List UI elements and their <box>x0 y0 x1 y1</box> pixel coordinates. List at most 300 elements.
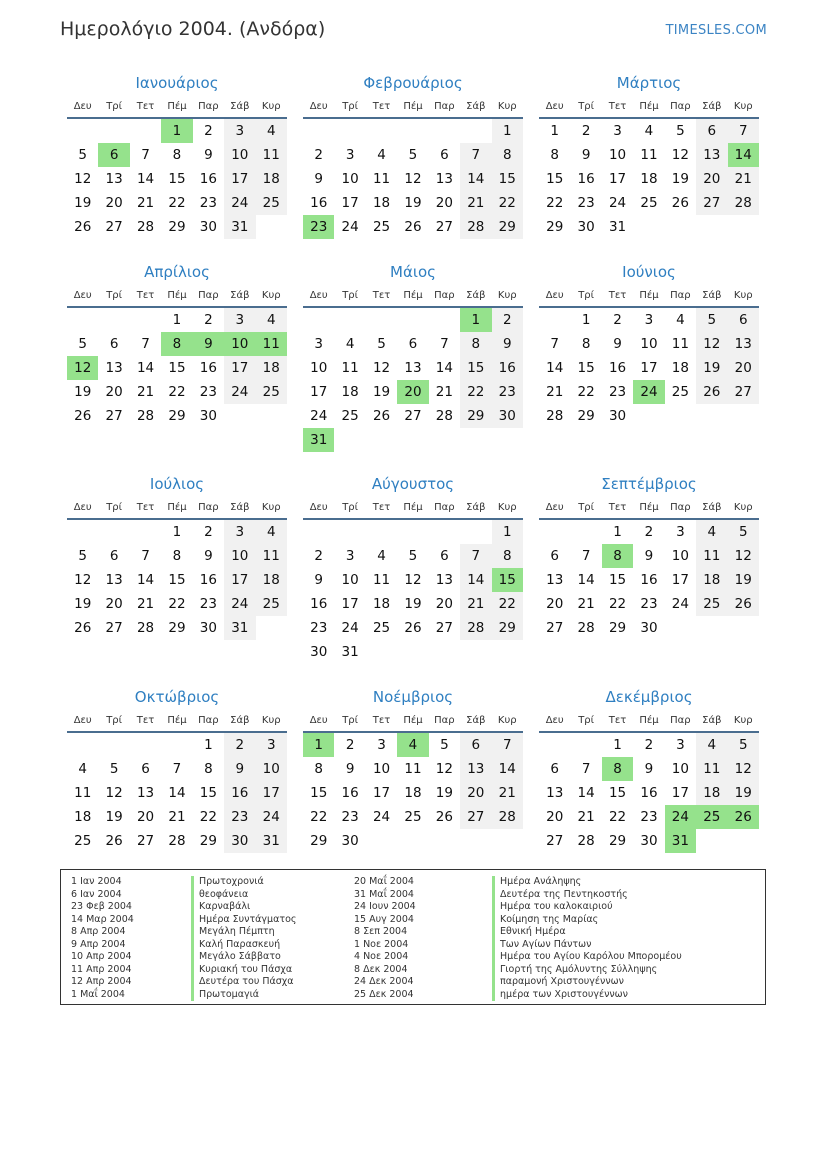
weekday-label: Τετ <box>372 290 391 301</box>
day-cell: 12 <box>404 572 422 588</box>
holiday-names-col-1 <box>191 876 296 1001</box>
weekday-label: Τρί <box>342 502 359 513</box>
day-cell: 29 <box>460 404 491 428</box>
day-cell: 17 <box>341 596 359 612</box>
empty-cell <box>366 308 397 332</box>
day-cell: 13 <box>136 785 155 801</box>
day-cell: 20 <box>696 167 727 191</box>
day-cell: 5 <box>408 147 418 163</box>
weekday-label: Παρ <box>670 715 691 726</box>
day-cell: 6 <box>728 308 759 332</box>
day-cell: 27 <box>460 805 491 829</box>
day-cell: 20 <box>105 384 123 400</box>
holiday-date: 6 Ιαν 2004 <box>71 888 122 900</box>
empty-cell <box>130 520 161 544</box>
day-cell: 1 <box>460 308 491 332</box>
day-cell: 26 <box>372 408 391 424</box>
day-cell: 20 <box>546 596 564 612</box>
weekday-header <box>539 498 759 520</box>
weekday-label: Κυρ <box>261 290 281 301</box>
day-cell: 16 <box>640 785 658 801</box>
day-cell: 1 <box>492 520 523 544</box>
day-cell: 12 <box>728 757 759 781</box>
day-cell: 2 <box>613 312 622 328</box>
day-cell: 17 <box>640 360 658 376</box>
empty-cell <box>98 520 129 544</box>
month-name: Σεπτέμβριος <box>601 475 697 493</box>
day-cell: 9 <box>492 332 523 356</box>
day-cell: 8 <box>161 332 192 356</box>
day-cell: 15 <box>608 785 627 801</box>
page-header <box>60 18 767 48</box>
holiday-name: Ημέρα Συντάγματος <box>199 913 297 925</box>
holiday-date: 24 Ιουν 2004 <box>354 901 416 912</box>
day-grid <box>539 520 759 640</box>
day-cell: 15 <box>199 785 217 801</box>
holiday-date: 12 Απρ 2004 <box>71 976 132 987</box>
weekday-label: Τετ <box>608 715 627 726</box>
day-cell: 3 <box>345 147 355 163</box>
day-cell: 14 <box>435 360 453 376</box>
weekday-label: Σάβ <box>702 101 722 112</box>
weekday-label: Παρ <box>198 290 219 301</box>
day-cell: 20 <box>460 781 491 805</box>
day-cell: 22 <box>168 596 186 612</box>
day-cell: 31 <box>341 644 359 660</box>
month-name: Απρίλιος <box>144 263 210 281</box>
day-cell: 25 <box>256 191 287 215</box>
day-cell: 28 <box>460 616 491 640</box>
day-cell: 18 <box>372 596 391 612</box>
empty-cell <box>334 119 365 143</box>
day-cell: 29 <box>608 620 627 636</box>
month-name: Νοέμβριος <box>372 688 454 706</box>
weekday-label: Σάβ <box>230 101 250 112</box>
day-grid <box>539 119 759 239</box>
day-grid <box>303 308 523 452</box>
holiday-date: 9 Απρ 2004 <box>71 938 126 950</box>
day-cell: 10 <box>671 548 689 564</box>
empty-cell <box>570 520 601 544</box>
day-cell: 3 <box>256 733 287 757</box>
holiday-date: 14 Μαρ 2004 <box>71 913 134 925</box>
day-cell: 23 <box>310 620 328 636</box>
empty-cell <box>539 308 570 332</box>
day-cell: 24 <box>341 620 359 636</box>
weekday-label: Παρ <box>670 290 691 301</box>
weekday-label: Δευ <box>309 101 328 112</box>
holiday-name: Ημέρα του καλοκαιριού <box>500 901 613 912</box>
day-grid <box>67 520 287 640</box>
day-cell: 11 <box>671 336 689 352</box>
empty-cell <box>98 733 129 757</box>
day-cell: 4 <box>644 123 654 139</box>
holiday-date: 1 Ιαν 2004 <box>71 876 122 887</box>
day-cell: 14 <box>168 785 186 801</box>
day-cell: 15 <box>546 171 564 187</box>
holiday-name: Πρωτοχρονιά <box>199 876 264 887</box>
holiday-name: ημέρα των Χριστουγέννων <box>500 988 628 1000</box>
day-grid <box>303 119 523 239</box>
day-grid <box>539 308 759 428</box>
day-cell: 19 <box>435 785 453 801</box>
day-cell: 19 <box>728 568 759 592</box>
holiday-name: Κυριακή του Πάσχα <box>199 963 293 975</box>
weekday-label: Σάβ <box>466 502 486 513</box>
day-cell: 1 <box>492 119 523 143</box>
day-cell: 11 <box>372 171 391 187</box>
day-cell: 13 <box>728 332 759 356</box>
day-cell: 28 <box>136 620 155 636</box>
day-cell: 10 <box>310 360 328 376</box>
weekday-label: Κυρ <box>497 715 517 726</box>
day-cell: 25 <box>372 620 391 636</box>
day-cell: 19 <box>74 596 92 612</box>
day-cell: 15 <box>310 785 328 801</box>
day-cell: 21 <box>577 809 595 825</box>
day-cell: 12 <box>435 761 453 777</box>
day-cell: 16 <box>492 356 523 380</box>
holiday-name: Πρωτομαγιά <box>199 988 260 1000</box>
day-cell: 13 <box>435 572 453 588</box>
day-cell: 2 <box>492 308 523 332</box>
day-cell: 13 <box>105 171 123 187</box>
page-title: Ημερολόγιο 2004. (Ανδόρα) <box>60 18 326 40</box>
weekday-label: Κυρ <box>497 101 517 112</box>
empty-cell <box>334 308 365 332</box>
holiday-date: 8 Σεπ 2004 <box>354 926 408 937</box>
day-cell: 14 <box>492 757 523 781</box>
day-cell: 8 <box>581 336 591 352</box>
day-cell: 26 <box>728 592 759 616</box>
weekday-label: Τετ <box>608 101 627 112</box>
day-cell: 28 <box>728 191 759 215</box>
weekday-label: Σάβ <box>702 715 722 726</box>
day-cell: 12 <box>105 785 123 801</box>
day-cell: 5 <box>109 761 119 777</box>
day-cell: 23 <box>577 195 595 211</box>
day-cell: 2 <box>204 524 213 540</box>
day-cell: 5 <box>408 548 418 564</box>
day-cell: 14 <box>136 360 155 376</box>
day-cell: 5 <box>696 308 727 332</box>
day-cell: 19 <box>728 781 759 805</box>
day-cell: 31 <box>608 219 627 235</box>
weekday-label: Τετ <box>372 715 391 726</box>
day-cell: 24 <box>633 380 664 404</box>
day-cell: 25 <box>341 408 359 424</box>
day-cell: 13 <box>435 171 453 187</box>
weekday-label: Σάβ <box>466 101 486 112</box>
day-cell: 17 <box>256 781 287 805</box>
day-cell: 28 <box>435 408 453 424</box>
weekday-label: Παρ <box>198 101 219 112</box>
day-cell: 21 <box>492 781 523 805</box>
day-cell: 7 <box>492 733 523 757</box>
day-cell: 15 <box>577 360 595 376</box>
weekday-label: Παρ <box>198 502 219 513</box>
day-cell: 20 <box>105 596 123 612</box>
day-cell: 4 <box>78 761 87 777</box>
holiday-name: Μεγάλο Σάββατο <box>199 951 281 962</box>
day-cell: 11 <box>256 544 287 568</box>
day-cell: 26 <box>74 620 92 636</box>
weekday-header <box>539 711 759 733</box>
day-cell: 6 <box>440 147 449 163</box>
day-cell: 21 <box>136 384 155 400</box>
weekday-header <box>67 286 287 308</box>
day-cell: 16 <box>577 171 595 187</box>
day-cell: 28 <box>460 215 491 239</box>
day-cell: 7 <box>141 548 150 564</box>
day-cell: 21 <box>168 809 186 825</box>
day-cell: 7 <box>581 548 591 564</box>
day-cell: 18 <box>696 781 727 805</box>
day-cell: 9 <box>345 761 355 777</box>
day-cell: 21 <box>728 167 759 191</box>
day-cell: 6 <box>460 733 491 757</box>
day-cell: 4 <box>676 312 685 328</box>
day-cell: 27 <box>404 408 422 424</box>
day-cell: 31 <box>224 215 255 239</box>
empty-cell <box>539 520 570 544</box>
weekday-label: Κυρ <box>261 715 281 726</box>
day-cell: 20 <box>105 195 123 211</box>
day-cell: 7 <box>172 761 182 777</box>
weekday-header <box>67 97 287 119</box>
empty-cell <box>303 119 334 143</box>
day-cell: 21 <box>136 596 155 612</box>
holiday-date: 11 Απρ 2004 <box>71 963 132 975</box>
day-cell: 4 <box>377 548 386 564</box>
holiday-name: παραμονή Χριστουγέννων <box>500 976 624 987</box>
day-cell: 27 <box>105 408 123 424</box>
month-name: Μάιος <box>390 263 436 281</box>
day-cell: 9 <box>224 757 255 781</box>
day-cell: 3 <box>676 737 685 753</box>
day-cell: 29 <box>577 408 595 424</box>
day-cell: 2 <box>204 123 213 139</box>
day-cell: 22 <box>492 191 523 215</box>
day-cell: 17 <box>341 195 359 211</box>
day-cell: 10 <box>671 761 689 777</box>
day-cell: 30 <box>310 644 328 660</box>
day-cell: 7 <box>141 147 150 163</box>
holiday-name: Δευτέρα της Πεντηκοστής <box>500 888 628 900</box>
weekday-label: Τρί <box>106 502 123 513</box>
weekday-label: Πέμ <box>639 101 659 112</box>
weekday-label: Πέμ <box>639 502 659 513</box>
day-cell: 28 <box>168 833 186 849</box>
day-cell: 1 <box>172 312 182 328</box>
month-name: Φεβρουάριος <box>363 74 463 92</box>
day-cell: 27 <box>546 833 564 849</box>
day-cell: 16 <box>199 360 217 376</box>
empty-cell <box>539 733 570 757</box>
empty-cell <box>67 520 98 544</box>
month-block <box>539 69 759 239</box>
holiday-name: Καλή Παρασκευή <box>199 938 281 950</box>
day-cell: 9 <box>314 171 323 187</box>
day-cell: 25 <box>256 380 287 404</box>
day-cell: 29 <box>310 833 328 849</box>
day-cell: 1 <box>613 524 622 540</box>
day-cell: 27 <box>696 191 727 215</box>
weekday-label: Κυρ <box>261 502 281 513</box>
day-cell: 10 <box>608 147 627 163</box>
day-cell: 15 <box>168 171 186 187</box>
weekday-label: Πέμ <box>403 101 423 112</box>
day-cell: 9 <box>581 147 591 163</box>
day-cell: 16 <box>640 572 658 588</box>
day-cell: 26 <box>74 408 92 424</box>
holiday-name: Εθνική Ημέρα <box>500 926 566 937</box>
day-cell: 16 <box>199 171 217 187</box>
weekday-label: Παρ <box>670 502 691 513</box>
day-cell: 11 <box>256 332 287 356</box>
month-block <box>539 470 759 640</box>
day-cell: 13 <box>696 143 727 167</box>
day-cell: 25 <box>671 384 689 400</box>
day-cell: 27 <box>136 833 155 849</box>
day-cell: 20 <box>435 596 453 612</box>
brand-link[interactable]: TIMESLES.COM <box>665 23 767 38</box>
day-cell: 27 <box>105 620 123 636</box>
day-cell: 8 <box>602 544 633 568</box>
empty-cell <box>67 733 98 757</box>
day-cell: 26 <box>435 809 453 825</box>
weekday-label: Δευ <box>545 290 564 301</box>
weekday-label: Τετ <box>372 502 391 513</box>
day-cell: 11 <box>640 147 658 163</box>
day-cell: 3 <box>644 312 654 328</box>
day-cell: 4 <box>256 520 287 544</box>
day-cell: 21 <box>460 191 491 215</box>
day-cell: 14 <box>546 360 564 376</box>
day-cell: 24 <box>341 219 359 235</box>
day-cell: 15 <box>168 360 186 376</box>
day-cell: 3 <box>224 308 255 332</box>
day-cell: 29 <box>168 408 186 424</box>
holiday-name: Δευτέρα του Πάσχα <box>199 976 294 987</box>
day-cell: 18 <box>404 785 422 801</box>
empty-cell <box>334 520 365 544</box>
holiday-list <box>60 869 766 1005</box>
day-cell: 2 <box>644 524 654 540</box>
empty-cell <box>130 119 161 143</box>
day-cell: 1 <box>581 312 591 328</box>
day-cell: 5 <box>377 336 386 352</box>
weekday-label: Τρί <box>342 101 359 112</box>
weekday-label: Τρί <box>578 101 595 112</box>
day-cell: 5 <box>78 336 87 352</box>
day-cell: 1 <box>204 737 213 753</box>
day-cell: 22 <box>577 384 595 400</box>
day-cell: 30 <box>640 620 658 636</box>
day-cell: 1 <box>613 737 622 753</box>
holiday-date: 1 Μαΐ 2004 <box>71 988 125 1000</box>
day-cell: 14 <box>460 167 491 191</box>
day-cell: 19 <box>671 171 689 187</box>
day-cell: 4 <box>696 733 727 757</box>
day-cell: 31 <box>303 428 334 452</box>
weekday-label: Πέμ <box>167 290 187 301</box>
day-cell: 15 <box>608 572 627 588</box>
day-cell: 1 <box>550 123 559 139</box>
day-cell: 27 <box>546 620 564 636</box>
day-cell: 16 <box>224 781 255 805</box>
day-cell: 23 <box>341 809 359 825</box>
empty-cell <box>429 119 460 143</box>
month-block <box>67 258 287 428</box>
day-cell: 18 <box>74 809 92 825</box>
day-cell: 16 <box>199 572 217 588</box>
day-cell: 19 <box>74 195 92 211</box>
day-cell: 8 <box>492 544 523 568</box>
day-cell: 8 <box>314 761 323 777</box>
day-cell: 1 <box>161 119 192 143</box>
day-cell: 24 <box>372 809 391 825</box>
weekday-label: Τετ <box>136 101 155 112</box>
day-cell: 22 <box>608 809 627 825</box>
day-cell: 19 <box>372 384 391 400</box>
day-cell: 30 <box>492 404 523 428</box>
day-cell: 30 <box>577 219 595 235</box>
day-cell: 25 <box>256 592 287 616</box>
day-cell: 13 <box>546 572 564 588</box>
day-cell: 10 <box>224 143 255 167</box>
day-grid <box>303 733 523 853</box>
day-cell: 6 <box>141 761 150 777</box>
day-cell: 3 <box>314 336 323 352</box>
weekday-label: Σάβ <box>466 290 486 301</box>
day-cell: 30 <box>341 833 359 849</box>
day-cell: 30 <box>199 620 217 636</box>
empty-cell <box>397 119 428 143</box>
weekday-label: Σάβ <box>702 502 722 513</box>
day-cell: 30 <box>199 408 217 424</box>
day-cell: 5 <box>676 123 685 139</box>
day-cell: 4 <box>256 308 287 332</box>
day-cell: 14 <box>460 568 491 592</box>
day-cell: 24 <box>608 195 627 211</box>
holiday-date: 23 Φεβ 2004 <box>71 901 132 912</box>
day-cell: 24 <box>224 380 255 404</box>
empty-cell <box>130 733 161 757</box>
month-name: Αύγουστος <box>371 475 455 493</box>
holiday-date: 8 Δεκ 2004 <box>354 963 408 975</box>
day-cell: 21 <box>136 195 155 211</box>
day-cell: 26 <box>404 620 422 636</box>
empty-cell <box>98 119 129 143</box>
day-cell: 26 <box>696 380 727 404</box>
day-cell: 17 <box>224 568 255 592</box>
day-cell: 26 <box>74 219 92 235</box>
day-cell: 17 <box>372 785 391 801</box>
holiday-date: 10 Απρ 2004 <box>71 951 132 962</box>
holiday-name: Ημέρα Ανάληψης <box>500 876 582 887</box>
day-cell: 28 <box>492 805 523 829</box>
day-cell: 29 <box>199 833 217 849</box>
weekday-label: Παρ <box>434 290 455 301</box>
day-cell: 4 <box>397 733 428 757</box>
day-cell: 14 <box>136 572 155 588</box>
weekday-label: Κυρ <box>497 290 517 301</box>
day-cell: 19 <box>404 195 422 211</box>
day-cell: 24 <box>665 805 696 829</box>
day-cell: 10 <box>224 332 255 356</box>
day-cell: 25 <box>640 195 658 211</box>
